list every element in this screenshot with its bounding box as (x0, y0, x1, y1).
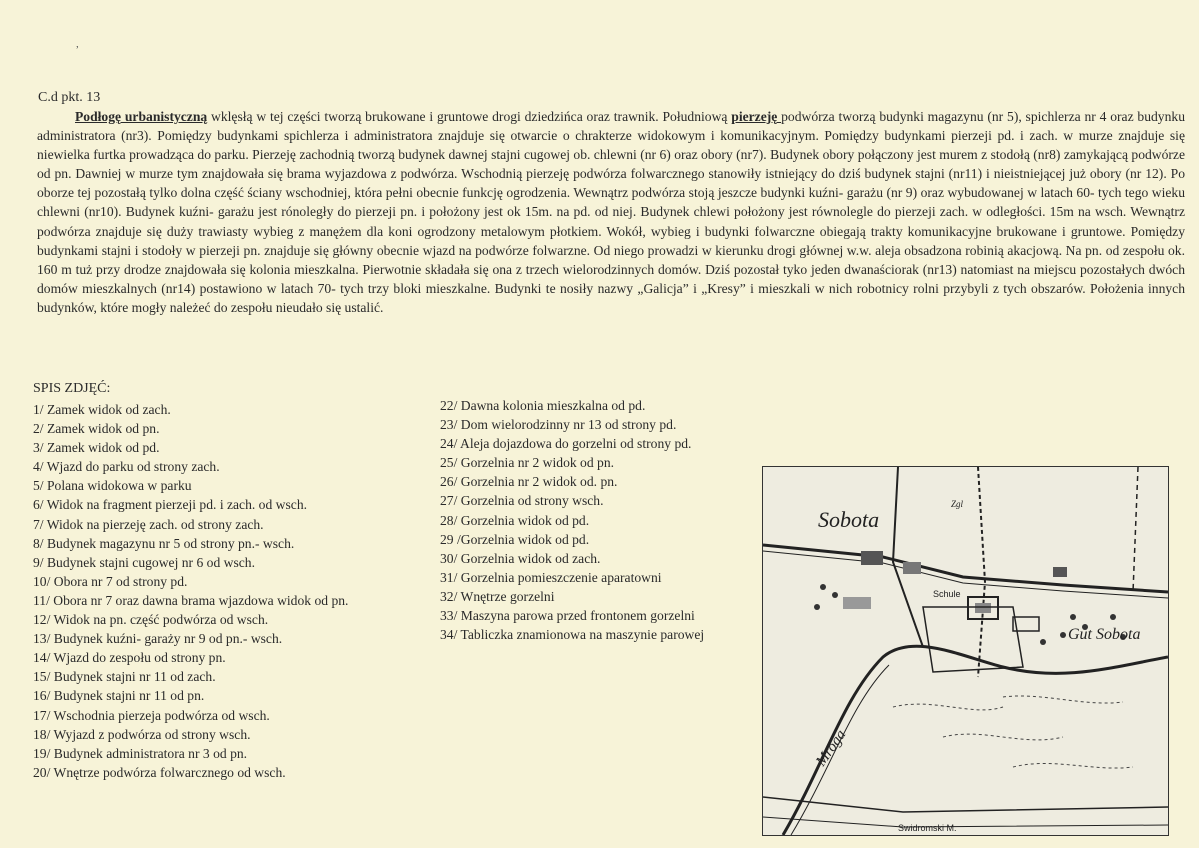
list-item: 8/ Budynek magazynu nr 5 od strony pn.- wsch. (33, 535, 295, 551)
list-item: 28/ Gorzelnia widok od pd. (440, 512, 590, 528)
list-item: 10/ Obora nr 7 od strony pd. (33, 573, 188, 589)
map-label-ziegelei: Zgl (951, 499, 964, 509)
list-item: 24/ Aleja dojazdowa do gorzelni od strony pd. (440, 436, 692, 452)
list-item: 20/ Wnętrze podwórza folwarcznego od wsch. (33, 764, 286, 780)
list-item: 27/ Gorzelnia od strony wsch. (440, 493, 604, 509)
list-item: 14/ Wjazd do zespołu od strony pn. (33, 650, 226, 666)
list-item: 26/ Gorzelnia nr 2 widok od. pn. (440, 474, 618, 490)
term-urban-floor: Podłogę urbanistyczną (75, 109, 208, 124)
list-item: 32/ Wnętrze gorzelni (440, 588, 555, 604)
photo-list-column-2 (440, 396, 704, 644)
list-item: 31/ Gorzelnia pomieszczenie aparatowni (440, 569, 662, 585)
list-item: 3/ Zamek widok od pd. (33, 440, 160, 456)
list-item: 29 /Gorzelnia widok od pd. (440, 531, 590, 547)
map-label-bottom: Swidromski M. (898, 823, 957, 833)
list-item: 2/ Zamek widok od pn. (33, 421, 160, 437)
list-item: 13/ Budynek kuźni- garaży nr 9 od pn.- wsch. (33, 631, 283, 647)
list-item: 6/ Widok na fragment pierzeji pd. i zach. od wsch. (33, 497, 308, 513)
paragraph-text-2: podwórza tworzą budynki magazynu (nr 5), spichlerza nr 4 oraz budynku administratora (nr3). Pomiędzy budynkami spichlerza i administratora znajduje się otwarcie o chrakterze widokowym i komunikacyjnym. Pomiędzy budynkami pierzeji pd. i zach. w murze znajduje się niewielka furtka prowadząca do parku. Pierzeję zachodnią tworzą budynek dawnej stajni cugowej ob. chlewni (nr 6) oraz obory (nr7). Budynek obory połączony jest murem z stodołą (nr8) zamykającą podwórze od pn. Dawniej w murze tym znajdowała się brama wyjazdowa z podwórza. Wschodnią pierzeję podwórza folwarcznego stanowiły istniejący do dziś budynek stajni (nr11) i nieistniejącej już obory (nr 12). Po oborze tej pozostałą tylko dolna część ściany wschodniej, która pełni obecnie funkcję ogrodzenia. Wewnątrz podwórza stoją jeszcze budynki kuźni- garażu (nr 9) oraz wybudowanej w latach 60- tych tego wieku chlewni (nr10). Budynek kuźni- garażu jest rónoległy do pierzeji pn. i położony jest ok 15m. na pd. od niej. Budynek chlewi położony jest równolegle do pierzeji zach. w odległości. 15m na wsch. Wewnątrz podwórza znajduje się duży trawiasty wybieg z manężem dla koni ogrodzony metalowym płotkiem. Wokół, wybieg i budynki folwarczne obiegają trakty komunikacyjne brukowane i gruntowe. Pomiędzy budynkami stajni i stodoły w pierzeji pn. znajduje się główny obecnie wjazd na podwórze folwarzne. Od niego prowadzi w kierunku drogi głównej w.w. aleja obsadzona robinią akacjową. Na pn. od zespołu ok. 160 m tuż przy drodze znajdowała się kolonia mieszkalna. Pierwotnie składała się ona z trzech wielorodzinnych domów. Dziś pozostał tyko jeden dwanaściorak (nr13) natomiast na miejscu pozostałych dwóch domów mieszkalnych (nr14) postawiono w latach 70- tych trzy bloki mieszkalne. Budynki te nosiły nazwy „Galicja” i „Kresy” i mieszkali w nich robotnicy rolni przybyli z tych obszarów. Położenia innych budynków, które mogły należeć do zespołu nieudało się ustalić. (37, 109, 1185, 315)
section-heading: C.d pkt. 13 (38, 90, 101, 105)
list-item: 12/ Widok na pn. część podwórza od wsch. (33, 612, 269, 628)
list-item: 23/ Dom wielorodzinny nr 13 od strony pd. (440, 417, 677, 433)
list-item: 15/ Budynek stajni nr 11 od zach. (33, 669, 216, 685)
map-label-village: Sobota (818, 507, 880, 532)
list-item: 16/ Budynek stajni nr 11 od pn. (33, 688, 205, 704)
list-item: 34/ Tabliczka znamionowa na maszynie parowej (440, 627, 705, 643)
list-item: 22/ Dawna kolonia mieszkalna od pd. (440, 398, 646, 413)
map-label-estate: Gut Sobota (1068, 626, 1141, 643)
historic-map (762, 466, 1169, 836)
list-item: 9/ Budynek stajni cugowej nr 6 od wsch. (33, 554, 256, 570)
list-item: 25/ Gorzelnia nr 2 widok od pn. (440, 455, 615, 471)
body-paragraph (37, 107, 1185, 317)
list-item: 17/ Wschodnia pierzeja podwórza od wsch. (33, 707, 270, 723)
list-item: 33/ Maszyna parowa przed frontonem gorzelni (440, 608, 695, 624)
list-item: 18/ Wyjazd z podwórza od strony wsch. (33, 726, 251, 742)
term-frontage: pierzeję (731, 109, 782, 124)
list-item: 1/ Zamek widok od zach. (33, 402, 171, 417)
photo-list-title: SPIS ZDJĘĆ: (33, 381, 111, 396)
list-item: 7/ Widok na pierzeję zach. od strony zach. (33, 516, 264, 532)
photo-list-column-1 (33, 400, 348, 782)
paragraph-text-1: wklęsłą w tej części tworzą brukowane i gruntowe drogi dziedzińca oraz trawnik. Południową (207, 109, 732, 124)
map-label-river: Mroga (813, 727, 850, 770)
stray-mark: , (76, 38, 79, 50)
list-item: 11/ Obora nr 7 oraz dawna brama wjazdowa widok od pn. (33, 592, 349, 608)
map-label-school: Schule (933, 589, 961, 599)
list-item: 30/ Gorzelnia widok od zach. (440, 550, 601, 566)
map-drawing (763, 467, 1168, 835)
list-item: 5/ Polana widokowa w parku (33, 478, 192, 494)
list-item: 4/ Wjazd do parku od strony zach. (33, 459, 220, 475)
list-item: 19/ Budynek administratora nr 3 od pn. (33, 745, 248, 761)
